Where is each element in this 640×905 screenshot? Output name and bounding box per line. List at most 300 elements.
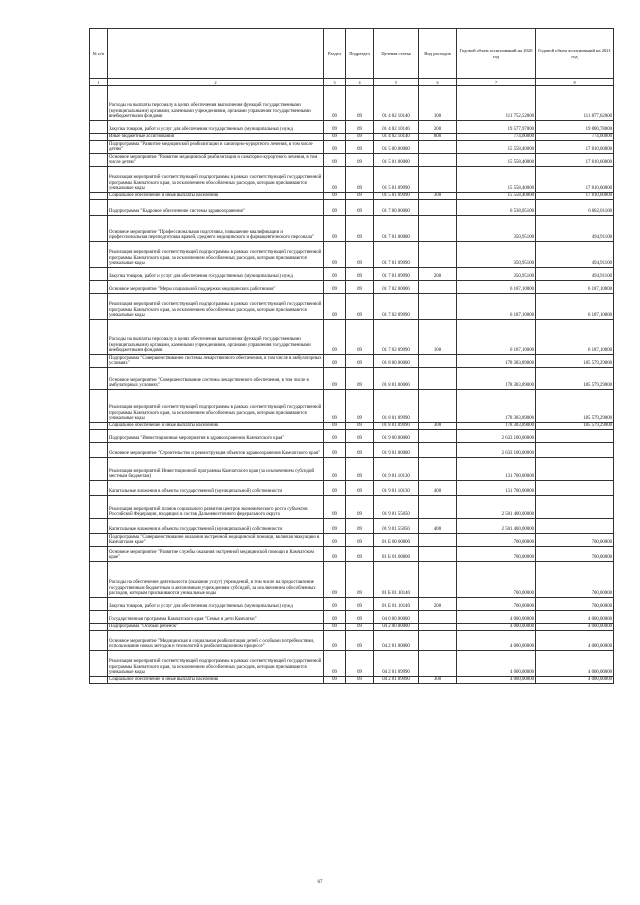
cell-target-article: 01 5 01 09990 [374,167,419,193]
cell-name: Социальное обеспечение и иные выплаты населению [108,193,324,200]
cell-podrazdel: 09 [346,320,374,355]
table-row [90,611,614,624]
col-number: 6 [419,79,457,86]
cell-target-article: 01 8 01 00000 [374,368,419,390]
cell-razdel: 09 [324,86,346,121]
cell-amount-2021: 700,00000 [536,534,614,547]
cell-name: Подпрограмма "Совершенствование оказания экстренной медицинской помощи, включая эвакуацию в Камчатском крае" [108,534,324,547]
cell-num [90,430,108,443]
cell-amount-2021: 4 000,00000 [536,611,614,624]
cell-num [90,598,108,611]
cell-name: Подпрограмма "Особый ребенок" [108,624,324,631]
cell-amount-2021: 6 187,10000 [536,294,614,320]
cell-razdel: 09 [324,242,346,268]
cell-target-article: 01 Б 01 00000 [374,547,419,562]
cell-expense-type [419,624,457,631]
cell-target-article: 01 Б 01 10140 [374,598,419,611]
cell-amount-2020: 6 187,10000 [457,281,536,294]
cell-target-article: 01 8 01 09990 [374,390,419,423]
table-row [90,167,614,193]
cell-amount-2020: 350,95100 [457,242,536,268]
cell-num [90,167,108,193]
cell-razdel: 09 [324,562,346,598]
cell-target-article: 01 5 01 00000 [374,154,419,167]
header-2020: Годовой объем ассигнований на 2020 год [457,29,536,79]
cell-amount-2021: 17 810,60000 [536,141,614,154]
cell-razdel: 09 [324,430,346,443]
cell-amount-2020: 2 501 400,00000 [457,519,536,534]
cell-target-article: 01 9 01 10130 [374,481,419,496]
cell-amount-2020: 2 633 100,00000 [457,430,536,443]
cell-expense-type: 800 [419,134,457,141]
cell-target-article: 01 7 00 00000 [374,200,419,216]
cell-expense-type: 100 [419,86,457,121]
cell-podrazdel: 09 [346,598,374,611]
cell-name: Реализация мероприятий соответствующей подпрограммы в рамках соответствующей государственной программы Камчатского края, за исключением обособленных расходов, которым присваиваются уникальные коды [108,651,324,677]
table-row [90,390,614,423]
table-row [90,281,614,294]
cell-num [90,134,108,141]
cell-num [90,281,108,294]
table-row [90,141,614,154]
cell-expense-type [419,167,457,193]
cell-razdel: 09 [324,154,346,167]
cell-amount-2021 [536,481,614,496]
cell-razdel: 09 [324,281,346,294]
cell-razdel: 09 [324,481,346,496]
cell-num [90,242,108,268]
cell-amount-2021: 4 000,00000 [536,631,614,651]
cell-num [90,624,108,631]
cell-target-article: 04 2 01 00000 [374,631,419,651]
cell-razdel: 09 [324,423,346,430]
table-row [90,200,614,216]
cell-expense-type [419,651,457,677]
cell-name: Основное мероприятие "Медицинская и социальная реабилитация детей с особыми потребностями, использование новых методов и технологий в реабилитационном процессе" [108,631,324,651]
cell-amount-2021 [536,458,614,481]
cell-amount-2020: 6 187,10000 [457,294,536,320]
cell-num [90,121,108,134]
header-podrazdel: Подраздел [346,29,374,79]
cell-amount-2021: 185 579,29000 [536,423,614,430]
cell-razdel: 09 [324,534,346,547]
cell-name: Основное мероприятие "Меры социальной поддержки медицинских работников" [108,281,324,294]
cell-amount-2020: 15 558,40000 [457,167,536,193]
cell-podrazdel: 09 [346,423,374,430]
cell-name: Закупка товаров, работ и услуг для обеспечения государственных (муниципальных) нужд [108,598,324,611]
cell-razdel: 09 [324,200,346,216]
cell-expense-type [419,631,457,651]
cell-num [90,481,108,496]
cell-expense-type: 300 [419,193,457,200]
cell-amount-2021: 4 000,00000 [536,624,614,631]
cell-name: Реализация мероприятий соответствующей подпрограммы в рамках соответствующей государственной программы Камчатского края, за исключением обособленных расходов, которым присваиваются уникальные коды [108,294,324,320]
cell-target-article: 01 4 02 10140 [374,134,419,141]
cell-amount-2020: 15 558,40000 [457,154,536,167]
cell-num [90,534,108,547]
cell-podrazdel: 09 [346,430,374,443]
cell-expense-type [419,294,457,320]
cell-target-article: 01 7 01 09990 [374,242,419,268]
cell-name: Реализация мероприятий соответствующей подпрограммы в рамках соответствующей государственной программы Камчатского края, за исключением обособленных расходов, которым присваиваются уникальные коды [108,242,324,268]
cell-expense-type [419,611,457,624]
cell-amount-2021: 494,91100 [536,242,614,268]
cell-target-article: 01 5 01 09990 [374,193,419,200]
cell-target-article: 01 7 02 09990 [374,320,419,355]
cell-name: Реализация мероприятий соответствующей подпрограммы в рамках соответствующей государственной программы Камчатского края, за исключением обособленных расходов, которым присваиваются уникальные коды [108,390,324,423]
table-row [90,368,614,390]
cell-amount-2021: 185 579,29000 [536,390,614,423]
cell-amount-2021: 700,00000 [536,562,614,598]
cell-num [90,496,108,519]
table-row [90,268,614,281]
cell-amount-2021: 6 187,10000 [536,281,614,294]
cell-num [90,294,108,320]
cell-podrazdel: 09 [346,167,374,193]
cell-razdel: 09 [324,458,346,481]
cell-amount-2021: 17 810,60000 [536,154,614,167]
cell-amount-2020: 4 000,00000 [457,677,536,684]
cell-expense-type [419,496,457,519]
cell-amount-2020: 178 383,89000 [457,423,536,430]
cell-amount-2020: 2 501 400,00000 [457,496,536,519]
cell-amount-2021: 700,00000 [536,547,614,562]
cell-expense-type: 300 [419,677,457,684]
cell-num [90,562,108,598]
cell-expense-type [419,154,457,167]
cell-expense-type: 200 [419,121,457,134]
cell-amount-2020: 700,00000 [457,562,536,598]
col-number: 7 [457,79,536,86]
col-number: 5 [374,79,419,86]
table-row [90,134,614,141]
table-row [90,193,614,200]
cell-target-article: 01 9 01 00000 [374,443,419,458]
cell-podrazdel: 09 [346,134,374,141]
cell-target-article: 01 Б 00 00000 [374,534,419,547]
cell-podrazdel: 09 [346,631,374,651]
cell-razdel: 09 [324,268,346,281]
header-razdel: Раздел [324,29,346,79]
cell-name: Подпрограмма "Инвестиционные мероприятия в здравоохранении Камчатского края" [108,430,324,443]
cell-expense-type [419,390,457,423]
cell-target-article: 01 9 01 10130 [374,458,419,481]
cell-expense-type [419,562,457,598]
col-number: 1 [90,79,108,86]
table-row [90,154,614,167]
table-row [90,677,614,684]
table-row [90,121,614,134]
cell-name: Социальное обеспечение и иные выплаты населению [108,423,324,430]
column-number-row [90,79,614,86]
cell-amount-2021 [536,496,614,519]
table-row [90,598,614,611]
table-row [90,423,614,430]
cell-amount-2020: 4 000,00000 [457,631,536,651]
table-row [90,320,614,355]
page-number: 67 [317,880,323,885]
cell-target-article: 01 9 00 00000 [374,430,419,443]
cell-razdel: 09 [324,368,346,390]
cell-razdel: 09 [324,624,346,631]
cell-expense-type: 400 [419,519,457,534]
cell-razdel: 09 [324,443,346,458]
table-row [90,443,614,458]
cell-amount-2020: 4 000,00000 [457,611,536,624]
cell-amount-2021: 17 810,60000 [536,193,614,200]
cell-amount-2020: 131 700,00000 [457,458,536,481]
cell-num [90,200,108,216]
cell-num [90,423,108,430]
cell-amount-2021 [536,519,614,534]
cell-num [90,216,108,242]
cell-name: Расходы на выплаты персоналу в целях обеспечения выполнения функций государственными (муниципальными) органами, казенными учреждениями, органами управления государственными внебюджетными фондами [108,320,324,355]
cell-amount-2021: 700,00000 [536,598,614,611]
cell-expense-type [419,216,457,242]
cell-num [90,355,108,368]
cell-podrazdel: 09 [346,534,374,547]
cell-razdel: 09 [324,598,346,611]
cell-podrazdel: 09 [346,355,374,368]
cell-expense-type: 200 [419,598,457,611]
cell-target-article: 01 7 02 09990 [374,294,419,320]
cell-name: Расходы на выплаты персоналу в целях обеспечения выполнения функций государственными (муниципальными) органами, казенными учреждениями, органами управления государственными внебюджетными фондами [108,86,324,121]
col-number: 3 [324,79,346,86]
cell-expense-type [419,355,457,368]
cell-amount-2021: 494,91100 [536,216,614,242]
header-2021: Годовой объем ассигнований на 2021 год [536,29,614,79]
cell-amount-2020: 350,95100 [457,216,536,242]
cell-expense-type: 100 [419,320,457,355]
cell-name: Подпрограмма "Совершенствование системы лекарственного обеспечения, в том числе в амбулаторных условиях" [109,355,322,367]
col-number: 8 [536,79,614,86]
cell-target-article: 04 2 01 09990 [374,677,419,684]
header-name [108,29,324,79]
cell-amount-2020: 178 383,89000 [457,355,536,368]
cell-amount-2020: 774,00000 [457,134,536,141]
cell-amount-2021: 185 579,29000 [536,355,614,368]
cell-amount-2020: 19 577,97000 [457,121,536,134]
cell-podrazdel: 09 [346,200,374,216]
cell-razdel: 09 [324,677,346,684]
cell-name: Основное мероприятие "Развитие медицинской реабилитации и санаторно-курортного лечения, в том числе детям" [108,154,324,167]
cell-razdel: 09 [324,121,346,134]
cell-amount-2020: 700,00000 [457,547,536,562]
cell-amount-2021: 6 187,10000 [536,320,614,355]
cell-podrazdel: 09 [346,154,374,167]
cell-target-article: 01 5 00 00000 [374,141,419,154]
table-row [90,547,614,562]
cell-razdel: 09 [324,320,346,355]
cell-podrazdel: 09 [346,651,374,677]
cell-num [90,154,108,167]
cell-expense-type [419,141,457,154]
cell-expense-type [419,242,457,268]
cell-amount-2021: 111 877,62000 [536,86,614,121]
table-row [90,242,614,268]
cell-podrazdel: 09 [346,86,374,121]
cell-target-article: 01 4 02 10140 [374,86,419,121]
cell-amount-2020: 131 700,00000 [457,481,536,496]
cell-expense-type [419,534,457,547]
header-row [90,29,614,79]
col-number: 4 [346,79,374,86]
cell-name: Закупка товаров, работ и услуг для обеспечения государственных (муниципальных) нужд [108,121,324,134]
cell-num [90,86,108,121]
cell-razdel: 09 [324,193,346,200]
table-row [90,534,614,547]
cell-podrazdel: 09 [346,624,374,631]
cell-name: Социальное обеспечение и иные выплаты населению [108,677,324,684]
table-row [90,562,614,598]
cell-num [90,443,108,458]
cell-amount-2020: 111 752,52000 [457,86,536,121]
cell-num [90,651,108,677]
cell-target-article: 04 0 00 00000 [374,611,419,624]
cell-name: Иные бюджетные ассигнования [108,134,324,141]
cell-name: Капитальные вложения в объекты государственной (муниципальной) собственности [108,519,324,534]
cell-podrazdel: 09 [346,443,374,458]
cell-name: Основное мероприятие "Совершенствование системы лекарственного обеспечения, в том числе в амбулаторных условиях" [108,368,324,390]
col-number: 2 [108,79,324,86]
cell-amount-2021: 185 579,29000 [536,368,614,390]
cell-target-article: 01 Б 01 10140 [374,562,419,598]
cell-num [90,677,108,684]
table-row [90,216,614,242]
table-body [90,86,614,684]
cell-num [90,547,108,562]
table-row [90,355,614,368]
header-number: № п/п [90,29,108,79]
cell-razdel: 09 [324,216,346,242]
cell-podrazdel: 09 [346,141,374,154]
cell-name: Государственная программа Камчатского края "Семья и дети Камчатки" [108,611,324,624]
cell-razdel: 09 [324,519,346,534]
cell-num [90,390,108,423]
cell-podrazdel: 09 [346,562,374,598]
cell-amount-2021: 6 682,01100 [536,200,614,216]
cell-expense-type [419,547,457,562]
cell-amount-2020: 2 633 100,00000 [457,443,536,458]
cell-num [90,268,108,281]
cell-podrazdel: 09 [346,193,374,200]
cell-razdel: 09 [324,651,346,677]
cell-amount-2021: 19 800,78000 [536,121,614,134]
cell-num [90,141,108,154]
table-row [90,651,614,677]
table-row [90,458,614,481]
table-row [90,294,614,320]
cell-expense-type [419,458,457,481]
table-row [90,631,614,651]
cell-name: Основное мероприятие "Строительство и реконструкция объектов здравоохранения Камчатского края" [108,443,324,458]
cell-expense-type: 400 [419,481,457,496]
cell-amount-2021: 4 000,00000 [536,651,614,677]
cell-target-article: 01 7 02 00000 [374,281,419,294]
cell-target-article: 01 7 01 09990 [374,268,419,281]
cell-num [90,193,108,200]
cell-razdel: 09 [324,547,346,562]
cell-podrazdel: 09 [346,242,374,268]
cell-podrazdel: 09 [346,547,374,562]
cell-expense-type [419,443,457,458]
cell-amount-2020: 6 187,10000 [457,320,536,355]
cell-amount-2020: 700,00000 [457,598,536,611]
cell-podrazdel: 09 [346,519,374,534]
cell-amount-2020: 15 558,40000 [457,141,536,154]
cell-razdel: 09 [324,390,346,423]
cell-target-article: 04 2 01 09990 [374,651,419,677]
cell-num [90,368,108,390]
cell-razdel: 09 [324,355,346,368]
cell-amount-2020: 15 558,40000 [457,193,536,200]
cell-expense-type: 200 [419,268,457,281]
cell-name: Реализация мероприятий планов социального развития центров экономического роста субъектов Российской Федерации, входящих в состав Дальневосточного федерального округа [108,496,324,519]
cell-razdel: 09 [324,167,346,193]
cell-name: Расходы на обеспечение деятельности (оказание услуг) учреждений, в том числе на предоставление государственным бюджетным и автономным учреждениям субсидий, за исключением обособленных расходов, которым присваиваются уникальные коды [108,562,324,598]
cell-amount-2020: 350,95100 [457,268,536,281]
cell-expense-type [419,430,457,443]
cell-target-article: 01 8 00 00000 [374,355,419,368]
cell-razdel: 09 [324,631,346,651]
cell-expense-type [419,281,457,294]
cell-podrazdel: 09 [346,121,374,134]
cell-podrazdel: 09 [346,294,374,320]
cell-podrazdel: 09 [346,611,374,624]
cell-podrazdel: 09 [346,216,374,242]
cell-razdel: 09 [324,141,346,154]
table-row [90,481,614,496]
cell-amount-2021 [536,443,614,458]
cell-amount-2020: 4 000,00000 [457,651,536,677]
cell-podrazdel: 09 [346,481,374,496]
cell-target-article: 04 2 00 00000 [374,624,419,631]
cell-name: Подпрограмма "Кадровое обеспечение системы здравоохранения" [108,200,324,216]
cell-razdel: 09 [324,496,346,519]
cell-podrazdel: 09 [346,281,374,294]
table-row [90,86,614,121]
cell-amount-2020: 700,00000 [457,534,536,547]
cell-num [90,519,108,534]
cell-podrazdel: 09 [346,268,374,281]
cell-razdel: 09 [324,134,346,141]
cell-target-article: 01 4 02 10140 [374,121,419,134]
cell-name: Основное мероприятие "Развитие службы оказания экстренной медицинской помощи в Камчатском крае" [108,547,324,562]
cell-num [90,458,108,481]
cell-num [90,320,108,355]
cell-razdel: 09 [324,294,346,320]
cell-expense-type: 300 [419,423,457,430]
cell-podrazdel: 09 [346,496,374,519]
cell-razdel: 09 [324,611,346,624]
cell-num [90,631,108,651]
cell-amount-2021: 774,00000 [536,134,614,141]
table-row [90,624,614,631]
cell-podrazdel: 09 [346,390,374,423]
cell-amount-2021: 494,91100 [536,268,614,281]
header-expense-type: Вид расходов [419,29,457,79]
cell-expense-type [419,368,457,390]
cell-amount-2021: 17 810,60000 [536,167,614,193]
cell-name: Подпрограмма "Развитие медицинской реабилитации и санаторно-курортного лечения, в том числе детям" [108,141,324,154]
budget-table [89,28,614,684]
cell-podrazdel: 09 [346,677,374,684]
cell-num [90,611,108,624]
cell-name: Капитальные вложения в объекты государственной (муниципальной) собственности [108,481,324,496]
cell-amount-2020: 178 383,89000 [457,368,536,390]
header-target-article: Целевая статья [374,29,419,79]
cell-target-article: 01 7 01 00000 [374,216,419,242]
